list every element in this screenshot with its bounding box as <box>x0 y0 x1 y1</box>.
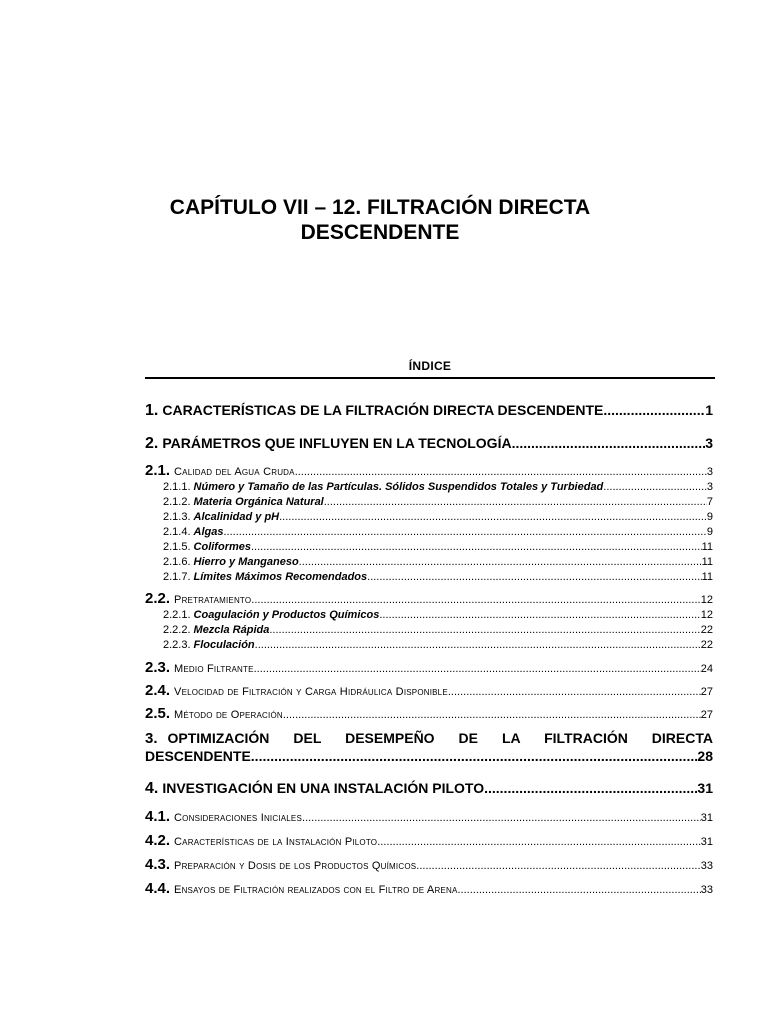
toc-page: 9 <box>706 511 713 523</box>
toc-number: 2.1.5. <box>163 541 191 553</box>
toc-text: Coagulación y Productos Químicos <box>193 609 380 621</box>
chapter-title <box>130 195 630 245</box>
toc-leader <box>224 526 707 538</box>
toc-number: 3. <box>145 730 158 747</box>
toc-number: 2.1.3. <box>163 511 191 523</box>
toc-page: 9 <box>706 526 713 538</box>
toc-text: Consideraciones Iniciales <box>174 812 303 824</box>
toc-leader <box>379 609 700 621</box>
toc-text: DESCENDENTE <box>145 748 251 764</box>
toc-text: Ensayos de Filtración realizados con el Filtro de Arena <box>174 884 458 896</box>
toc-leader <box>299 556 702 568</box>
toc-number: 4. <box>145 780 159 797</box>
toc-page: 12 <box>700 609 713 621</box>
toc-leader <box>279 511 707 523</box>
toc-entry-2-1-1[interactable] <box>145 481 713 496</box>
toc-text: PARÁMETROS QUE INFLUYEN EN LA TECNOLOGÍA <box>162 435 512 451</box>
toc-number: 2.2.3. <box>163 639 191 651</box>
toc-entry-2-2-2[interactable] <box>145 624 713 639</box>
toc-entry-4-4[interactable] <box>145 880 713 899</box>
toc-number: 4.4. <box>145 880 171 897</box>
toc-entry-4-2[interactable] <box>145 832 713 851</box>
toc-leader <box>254 663 701 675</box>
toc-number: 2. <box>145 435 159 452</box>
toc-entry-4-1[interactable] <box>145 808 713 827</box>
toc-page: 7 <box>706 496 713 508</box>
toc-number: 2.1. <box>145 462 171 479</box>
toc-number: 2.1.2. <box>163 496 191 508</box>
toc-entry-2-1[interactable] <box>145 462 713 481</box>
toc-text: Mezcla Rápida <box>193 624 270 636</box>
toc-number: 2.1.1. <box>163 481 191 493</box>
toc-text: Materia Orgánica Natural <box>193 496 324 508</box>
toc-number: 4.2. <box>145 832 171 849</box>
toc-number: 4.3. <box>145 856 171 873</box>
toc-text: Medio Filtrante <box>174 663 254 675</box>
toc-leader <box>251 541 702 553</box>
toc-number: 4.1. <box>145 808 171 825</box>
toc-page: 12 <box>700 594 713 606</box>
toc-entry-2-4[interactable] <box>145 682 713 701</box>
toc-page: 3 <box>706 481 713 493</box>
toc-leader <box>603 481 707 493</box>
toc-text: Calidad del Agua Cruda <box>174 466 295 478</box>
toc-entry-2-1-3[interactable] <box>145 511 713 526</box>
toc-page: 28 <box>697 748 713 764</box>
toc-leader <box>603 402 705 418</box>
toc-text: Preparación y Dosis de los Productos Químicos <box>174 860 417 872</box>
toc-text: Pretratamiento <box>174 594 252 606</box>
toc-page: 22 <box>700 639 713 651</box>
toc-text: Número y Tamaño de las Partículas. Sólidos Suspendidos Totales y Turbiedad <box>193 481 604 493</box>
toc-number: 2.2. <box>145 590 171 607</box>
toc-number: 2.5. <box>145 705 171 722</box>
toc-entry-4-3[interactable] <box>145 856 713 875</box>
toc-page: 3 <box>706 466 713 478</box>
toc-leader <box>377 836 701 848</box>
toc-leader <box>448 686 701 698</box>
toc-page: 3 <box>705 435 713 451</box>
toc-entry-4[interactable] <box>145 780 713 802</box>
toc-leader <box>416 860 700 872</box>
toc-number: 2.2.1. <box>163 609 191 621</box>
toc-page: 11 <box>701 541 713 553</box>
toc-text: Algas <box>193 526 224 538</box>
toc-page: 24 <box>700 663 713 675</box>
toc-leader <box>457 884 700 896</box>
toc-text: Límites Máximos Recomendados <box>193 571 368 583</box>
toc-page: 11 <box>701 556 713 568</box>
toc-number: 2.2.2. <box>163 624 191 636</box>
toc-entry-2-2[interactable] <box>145 590 713 609</box>
toc-leader <box>269 624 700 636</box>
toc-page: 27 <box>700 686 713 698</box>
toc-entry-2-1-6[interactable] <box>145 556 713 571</box>
toc-entry-2-1-5[interactable] <box>145 541 713 556</box>
toc-entry-2-3[interactable] <box>145 659 713 678</box>
toc-entry-2-5[interactable] <box>145 705 713 724</box>
chapter-title-line1: CAPÍTULO VII – 12. FILTRACIÓN DIRECTA <box>169 196 591 219</box>
toc-page: 27 <box>700 709 713 721</box>
chapter-title-line2: DESCENDENTE <box>300 221 460 244</box>
toc-text: Características de la Instalación Piloto <box>174 836 378 848</box>
toc-entry-3-line1 <box>145 730 713 748</box>
toc-text: Coliformes <box>193 541 251 553</box>
toc-text: Floculación <box>193 639 255 651</box>
toc-page: 31 <box>700 812 713 824</box>
toc-number: 2.4. <box>145 682 171 699</box>
toc-leader <box>367 571 701 583</box>
toc-entry-2-1-4[interactable] <box>145 526 713 541</box>
toc-leader <box>484 780 697 796</box>
toc-leader <box>283 709 701 721</box>
toc-text: Alcalinidad y pH <box>193 511 280 523</box>
indice-divider <box>145 377 715 379</box>
toc-leader <box>251 594 700 606</box>
table-of-contents <box>145 400 713 899</box>
toc-entry-2-2-1[interactable] <box>145 609 713 624</box>
toc-page: 22 <box>700 624 713 636</box>
toc-leader <box>512 435 706 451</box>
toc-leader <box>295 466 707 478</box>
toc-text: CARACTERÍSTICAS DE LA FILTRACIÓN DIRECTA DESCENDENTE <box>162 402 604 418</box>
toc-entry-3-line2 <box>145 748 713 766</box>
indice-heading: ÍNDICE <box>408 359 452 373</box>
toc-entry-1[interactable] <box>145 402 713 424</box>
toc-entry-3[interactable] <box>145 730 713 766</box>
toc-page: 31 <box>697 780 713 796</box>
toc-page: 31 <box>700 836 713 848</box>
toc-leader <box>251 748 698 764</box>
toc-leader <box>255 639 701 651</box>
toc-text: Método de Operación <box>174 709 283 721</box>
toc-page: 33 <box>700 884 713 896</box>
toc-entry-2[interactable] <box>145 435 713 457</box>
toc-page: 33 <box>700 860 713 872</box>
toc-number: 2.1.7. <box>163 571 191 583</box>
toc-entry-2-1-7[interactable] <box>145 571 713 586</box>
toc-text: OPTIMIZACIÓN DEL DESEMPEÑO DE LA FILTRACIÓN DIRECTA <box>167 730 713 746</box>
toc-leader <box>302 812 701 824</box>
toc-text: Velocidad de Filtración y Carga Hidráulica Disponible <box>174 686 448 698</box>
toc-entry-2-2-3[interactable] <box>145 639 713 654</box>
toc-number: 2.1.6. <box>163 556 191 568</box>
toc-number: 2.3. <box>145 659 171 676</box>
toc-page: 1 <box>705 402 713 418</box>
toc-leader <box>324 496 707 508</box>
toc-number: 2.1.4. <box>163 526 191 538</box>
toc-text: INVESTIGACIÓN EN UNA INSTALACIÓN PILOTO <box>162 780 485 796</box>
toc-text: Hierro y Manganeso <box>193 556 299 568</box>
toc-entry-2-1-2[interactable] <box>145 496 713 511</box>
toc-page: 11 <box>701 571 713 583</box>
toc-number: 1. <box>145 402 159 419</box>
